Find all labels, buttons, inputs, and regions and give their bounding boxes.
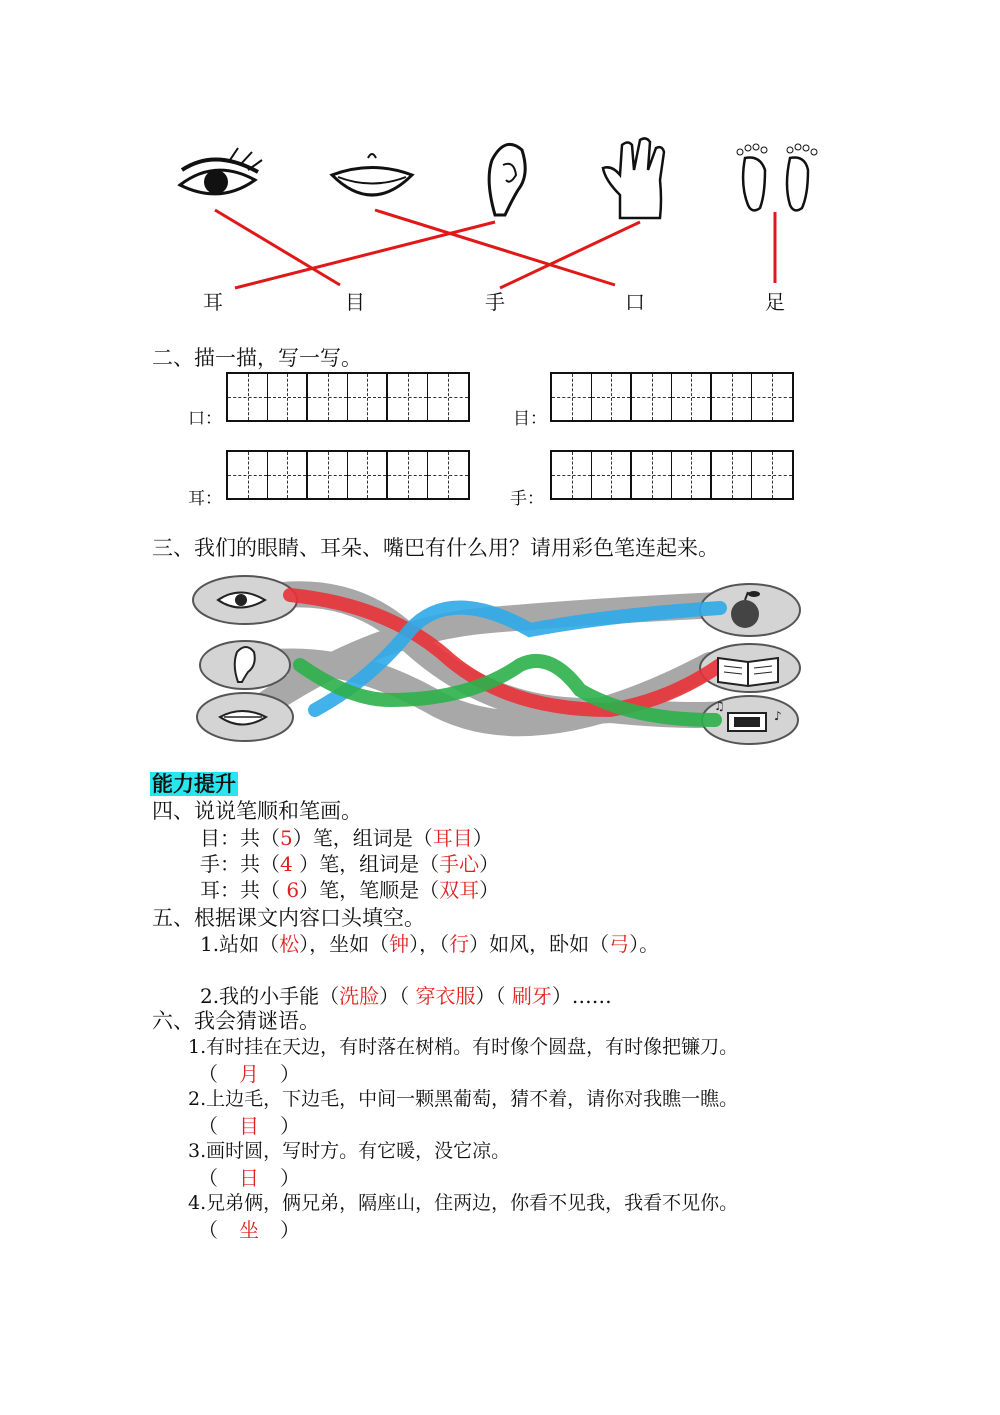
answer: 目 (239, 1114, 259, 1138)
eye-icon (180, 148, 262, 194)
section3-title: 三、我们的眼睛、耳朵、嘴巴有什么用？请用彩色笔连起来。 (152, 536, 719, 560)
answer: 坐 (239, 1218, 259, 1242)
matching-svg (0, 0, 1000, 320)
svg-text:♪: ♪ (774, 709, 782, 723)
answer: 5 (280, 826, 293, 850)
ear-icon (489, 144, 525, 215)
grid-label-kou: 口： (188, 409, 222, 429)
answer: 松 (279, 932, 300, 956)
answer: 弓 (609, 932, 630, 956)
senses-svg (190, 570, 810, 760)
mouth-icon (332, 154, 412, 195)
answer: 6 (286, 878, 300, 902)
match-label-eye: 目 (345, 290, 365, 314)
match-label-foot: 足 (765, 290, 785, 314)
answer: 日 (239, 1166, 259, 1190)
match-label-mouth: 口 (625, 290, 645, 314)
riddle-3-answer: （ 日 ） (198, 1162, 300, 1191)
riddle-1-answer: （ 月 ） (198, 1058, 300, 1087)
riddle-3: 3.画时圆，写时方。有它暖，没它凉。 (188, 1140, 511, 1162)
senses-diagram (190, 570, 810, 760)
ability-label: 能力提升 (152, 772, 236, 796)
section6-title: 六、我会猜谜语。 (152, 1009, 320, 1033)
stroke-row-shou: 手：共（4 ）笔，组词是（手心） (200, 852, 500, 876)
writing-grid-kou[interactable] (226, 372, 470, 422)
riddle-2: 2.上边毛，下边毛，中间一颗黑葡萄，猜不着，请你对我瞧一瞧。 (188, 1088, 739, 1110)
riddle-4-answer: （ 坐 ） (198, 1214, 300, 1243)
section5-title: 五、根据课文内容口头填空。 (152, 906, 425, 930)
answer: 刷牙 (511, 984, 552, 1008)
grid-label-mu: 目： (513, 409, 547, 429)
stroke-row-mu: 目：共（5）笔，组词是（耳目） (200, 826, 493, 850)
answer: 双耳 (439, 878, 480, 902)
match-label-ear: 耳 (203, 290, 223, 314)
riddle-2-answer: （ 目 ） (198, 1110, 300, 1139)
answer: 耳目 (432, 826, 473, 850)
grid-label-er: 耳： (188, 489, 222, 509)
answer-lines (215, 210, 775, 288)
answer: 手心 (439, 852, 480, 876)
svg-text:♫: ♫ (714, 699, 725, 713)
fill-line-2: 2.我的小手能（洗脸）（ 穿衣服）（ 刷牙）…… (200, 984, 612, 1008)
hand-icon (603, 138, 664, 218)
answer: 4 (280, 852, 293, 876)
matching-pictures (0, 0, 1000, 320)
writing-grid-shou[interactable] (550, 450, 794, 500)
fill-line-1: 1.站如（松），坐如（钟），（行）如风，卧如（弓）。 (200, 932, 660, 956)
riddle-1: 1.有时挂在天边，有时落在树梢。有时像个圆盘，有时像把镰刀。 (188, 1036, 739, 1058)
answer: 洗脸 (339, 984, 380, 1008)
section4-title: 四、说说笔顺和笔画。 (152, 799, 362, 823)
riddle-4: 4.兄弟俩，俩兄弟，隔座山，住两边，你看不见我，我看不见你。 (188, 1192, 739, 1214)
section2-title: 二、描一描，写一写。 (152, 346, 362, 370)
writing-grid-mu[interactable] (550, 372, 794, 422)
writing-grid-er[interactable] (226, 450, 470, 500)
feet-icon (737, 144, 817, 210)
book-icon (718, 658, 778, 686)
stroke-row-er: 耳：共（ 6）笔，笔顺是（双耳） (200, 878, 500, 902)
answer: 穿衣服 (415, 984, 476, 1008)
answer: 月 (239, 1062, 259, 1086)
grid-label-shou: 手： (510, 489, 544, 509)
answer: 行 (449, 932, 470, 956)
match-label-hand: 手 (485, 290, 505, 314)
ability-heading (150, 768, 238, 798)
answer: 钟 (389, 932, 410, 956)
